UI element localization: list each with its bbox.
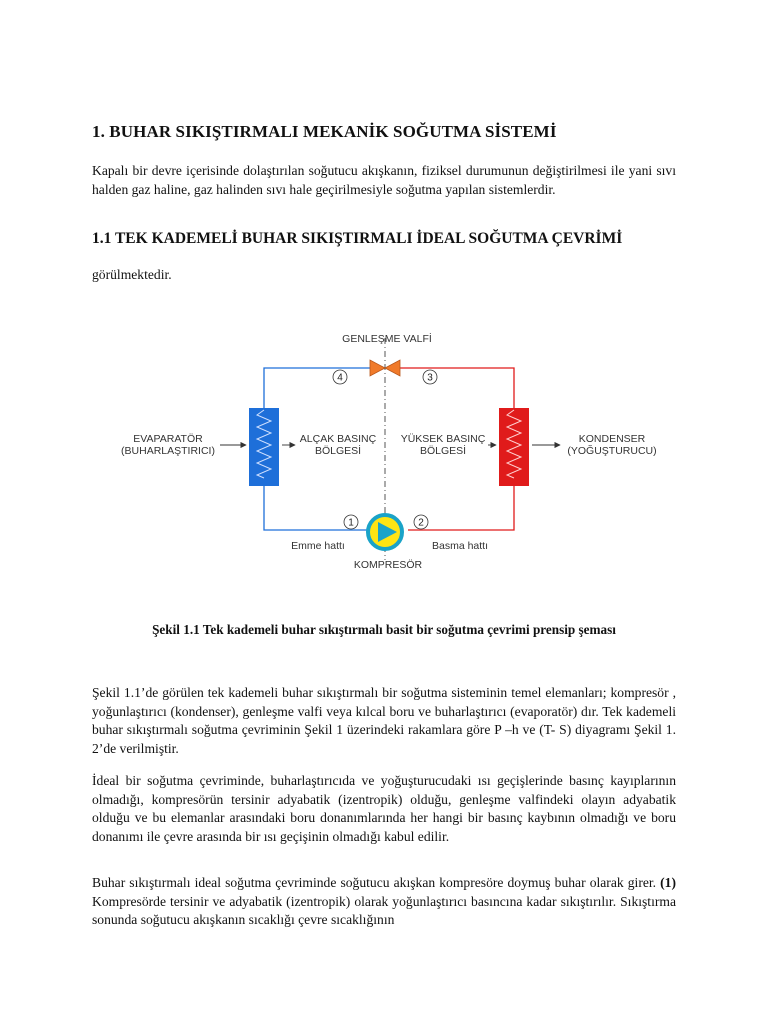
point-marker-2 bbox=[414, 515, 428, 529]
paragraph-compressor bbox=[92, 874, 676, 930]
cycle-schematic bbox=[110, 320, 670, 580]
svg-text:2: 2 bbox=[418, 517, 424, 529]
para4-text-a: Buhar sıkıştırmalı ideal soğutma çevriminde soğutucu akışkan kompresöre doymuş buhar olarak girer. bbox=[92, 875, 661, 890]
point-marker-4 bbox=[333, 370, 347, 384]
figure-caption: Şekil 1.1 Tek kademeli buhar sıkıştırmalı basit bir soğutma çevrimi prensip şeması bbox=[152, 622, 616, 637]
para4-text-b: Kompresörde tersinir ve adyabatik (izentropik) olarak yoğunlaştırıcı basıncına kadar sıkıştırılır. Sıkıştırma sonunda soğutucu akışkanın sıcaklığı çevre sıcaklığının bbox=[92, 893, 676, 927]
heading-section-1-1: 1.1 TEK KADEMELİ BUHAR SIKIŞTIRMALI İDEAL SOĞUTMA ÇEVRİMİ bbox=[92, 230, 623, 247]
valve-label: GENLEŞME VALFİ bbox=[342, 333, 432, 345]
svg-text:4: 4 bbox=[337, 372, 343, 384]
svg-text:1: 1 bbox=[348, 517, 354, 529]
high-pressure-label-1: YÜKSEK BASINÇ bbox=[400, 433, 486, 445]
para4-point-ref: (1) bbox=[660, 875, 676, 890]
paragraph-gorulmektedir: görülmektedir. bbox=[92, 267, 172, 282]
point-marker-3 bbox=[423, 370, 437, 384]
heading-section-1: 1. BUHAR SIKIŞTIRMALI MEKANİK SOĞUTMA SİSTEMİ bbox=[92, 122, 557, 141]
paragraph-ideal-cycle: İdeal bir soğutma çevriminde, buharlaştırıcıda ve yoğuşturucudaki ısı geçişlerinde basınç kayıplarının olmadığı, kompresörün tersinir adyabatik (izentropik) olduğu, genleşme valfindeki olayın adyabatik olduğu ve bu elemanlar arasındaki boru donanımlarında her hangi bir basınç kaybının olmadığı ve boru donanımı ile çevre arasında bir ısı geçişinin olmadığı kabul edilir. bbox=[92, 773, 676, 844]
low-pressure-label-1: ALÇAK BASINÇ bbox=[299, 433, 377, 445]
condenser-label-2: (YOĞUŞTURUCU) bbox=[567, 445, 657, 457]
point-marker-1 bbox=[344, 515, 358, 529]
suction-line-label: Emme hattı bbox=[291, 540, 345, 552]
compressor-icon bbox=[368, 515, 402, 549]
low-pressure-label-2: BÖLGESİ bbox=[314, 445, 362, 457]
evaporator-label-1: EVAPARATÖR bbox=[133, 433, 203, 445]
evaporator-label-2: (BUHARLAŞTIRICI) bbox=[121, 445, 215, 457]
svg-text:3: 3 bbox=[427, 372, 433, 384]
high-pressure-label-2: BÖLGESİ bbox=[419, 445, 467, 457]
compressor-label: KOMPRESÖR bbox=[353, 559, 423, 571]
condenser-coil bbox=[499, 408, 529, 486]
evaporator-coil bbox=[249, 408, 279, 486]
discharge-line-label: Basma hattı bbox=[431, 540, 489, 552]
condenser-label-1: KONDENSER bbox=[578, 433, 646, 445]
refrigeration-cycle-diagram bbox=[110, 320, 670, 580]
paragraph-definition: Kapalı bir devre içerisinde dolaştırılan soğutucu akışkanın, fiziksel durumunun değiştirilmesi ile yani sıvı halden gaz haline, gaz halinden sıvı hale geçirilmesiyle soğutma yapılan sistemlerdir. bbox=[92, 163, 676, 197]
paragraph-elements: Şekil 1.1’de görülen tek kademeli buhar sıkıştırmalı bir soğutma sisteminin temel elemanları; kompresör , yoğunlaştırıcı (kondenser), genleşme valfi veya kılcal boru ve buharlaştırıcı (evaporatör) dır. Tek kademeli buhar sıkıştırmalı soğutma çevriminin Şekil 1 üzerindeki rakamlara göre P –h ve (T- S) diyagramı Şekil 1. 2’de verilmiştir. bbox=[92, 685, 676, 756]
